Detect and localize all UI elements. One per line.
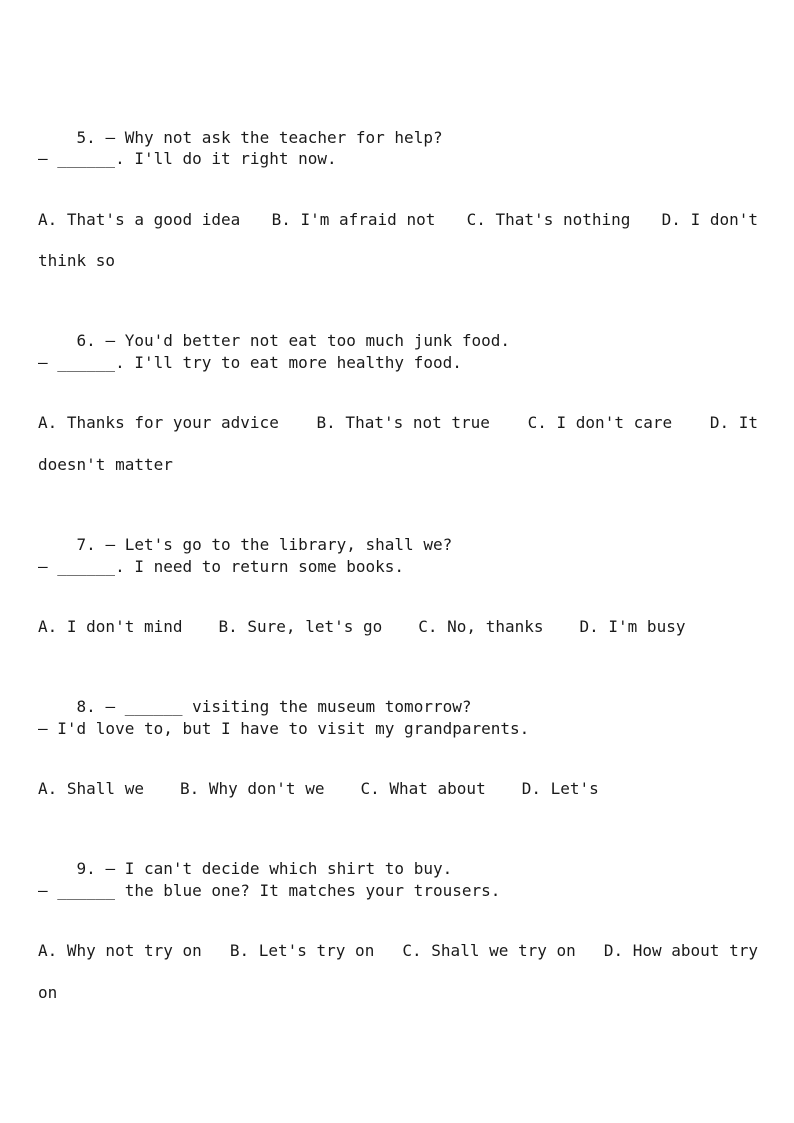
option-a: A. That's a good idea xyxy=(38,210,241,229)
question-text: — ______ visiting the museum tomorrow? xyxy=(105,697,472,716)
question-5-options xyxy=(38,210,758,230)
option-d: D. How about try xyxy=(603,941,758,960)
option-c: C. No, thanks xyxy=(418,617,544,636)
question-text: — Let's go to the library, shall we? xyxy=(105,535,453,554)
question-8-reply: — I'd love to, but I have to visit my grandparents. xyxy=(38,719,530,738)
question-text: — You'd better not eat too much junk food. xyxy=(105,331,511,350)
question-9-reply: — ______ the blue one? It matches your trousers. xyxy=(38,881,501,900)
option-d: D. Let's xyxy=(521,779,599,798)
option-b: B. Sure, let's go xyxy=(218,617,383,636)
question-number: 7. xyxy=(76,535,96,554)
option-c: C. Shall we try on xyxy=(402,941,576,960)
option-b: B. I'm afraid not xyxy=(271,210,436,229)
option-b: B. Let's try on xyxy=(229,941,375,960)
question-number: 6. xyxy=(76,331,96,350)
question-number: 5. xyxy=(76,128,96,147)
option-b: B. That's not true xyxy=(316,413,490,432)
question-5-options-wrap: think so xyxy=(38,251,116,270)
question-6-reply: — ______. I'll try to eat more healthy food. xyxy=(38,353,462,372)
question-number: 8. xyxy=(76,697,96,716)
option-a: A. Why not try on xyxy=(38,941,202,960)
question-text: — Why not ask the teacher for help? xyxy=(105,128,443,147)
option-d: D. I don't xyxy=(661,210,758,229)
question-7-reply: — ______. I need to return some books. xyxy=(38,557,405,576)
option-c: C. What about xyxy=(360,779,486,798)
option-a: A. I don't mind xyxy=(38,617,183,636)
question-6-options-wrap: doesn't matter xyxy=(38,455,173,474)
question-number: 9. xyxy=(76,859,96,878)
option-d: D. I'm busy xyxy=(579,617,686,636)
option-d: D. It xyxy=(709,413,758,432)
option-c: C. I don't care xyxy=(527,413,673,432)
question-9-options xyxy=(38,941,758,961)
option-b: B. Why don't we xyxy=(179,779,325,798)
question-6-options xyxy=(38,413,758,433)
option-c: C. That's nothing xyxy=(466,210,631,229)
option-a: A. Shall we xyxy=(38,779,144,798)
question-8-options xyxy=(38,779,599,799)
option-a: A. Thanks for your advice xyxy=(38,413,279,432)
question-9-options-wrap: on xyxy=(38,983,58,1002)
question-text: — I can't decide which shirt to buy. xyxy=(105,859,453,878)
question-5-reply: — ______. I'll do it right now. xyxy=(38,149,337,168)
question-7-options xyxy=(38,617,685,637)
